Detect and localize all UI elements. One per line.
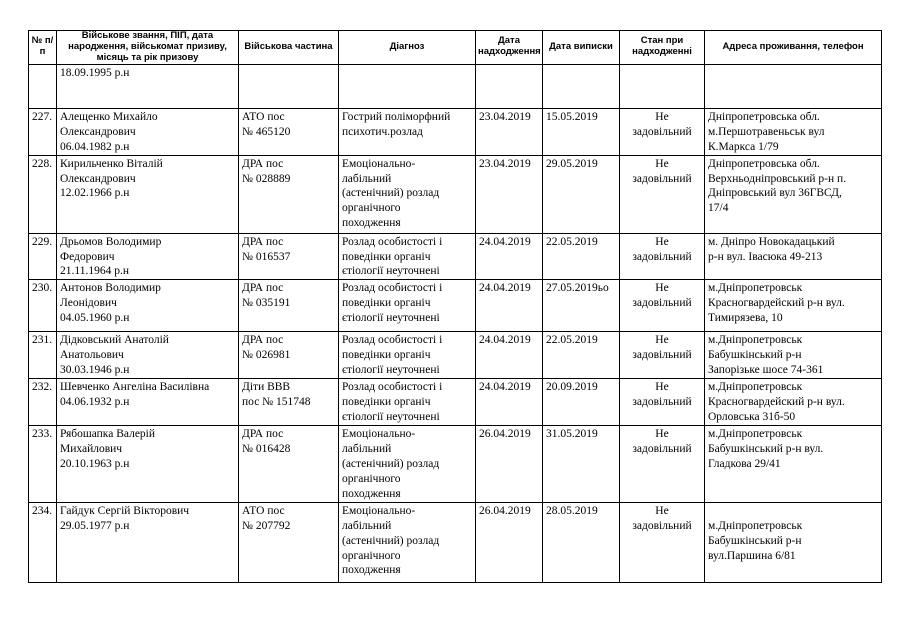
row-address: м.Дніпропетровськ Бабушкінський р-н Запорізьке шосе 74-361 [705,332,882,379]
row-person: Алещенко Михайло Олександрович 06.04.1982 р.н [57,108,239,155]
row-address: Дніпропетровська обл. м.Першотравеньськ вул К.Маркса 1/79 [705,108,882,155]
header-unit: Військова частина [239,31,339,65]
row-unit: АТО пос № 207792 [239,502,339,582]
row-status: Не задовільний [620,379,705,426]
table-row [29,502,882,582]
row-discharged-date: 15.05.2019 [543,108,620,155]
row-admitted-date: 24.04.2019 [476,332,543,379]
table-row [29,108,882,155]
row-discharged-date: 22.05.2019 [543,332,620,379]
row-address: м. Дніпро Новокадацький р-н вул. Івасюка 49-213 [705,233,882,280]
row-discharged-date: 27.05.2019ьо [543,280,620,332]
table-row [29,233,882,280]
row-person: Кирильченко Віталій Олександрович 12.02.1966 р.н [57,155,239,233]
row-unit: Діти ВВВ пос № 151748 [239,379,339,426]
row-unit: ДРА пос № 035191 [239,280,339,332]
row-status: Не задовільний [620,426,705,503]
header-address: Адреса проживання, телефон [705,31,882,65]
row-num: 233. [29,426,57,503]
row-diagnosis: Емоціонально- лабільний (астенічний) розлад органічного походження [339,155,476,233]
row-num: 229. [29,233,57,280]
row-admitted-date: 24.04.2019 [476,233,543,280]
table-row [29,155,882,233]
row-admitted-date: 23.04.2019 [476,155,543,233]
header-discharged: Дата виписки [543,31,620,65]
row-person: Гайдук Сергій Вікторович 29.05.1977 р.н [57,502,239,582]
row-person: Антонов Володимир Леонідович 04.05.1960 р.н [57,280,239,332]
row-admitted-date: 26.04.2019 [476,426,543,503]
carryover-person: 18.09.1995 р.н [57,64,239,108]
row-status: Не задовільний [620,108,705,155]
row-num: 232. [29,379,57,426]
row-admitted-date: 26.04.2019 [476,502,543,582]
row-address: Дніпропетровська обл. Верхньодніпровський р-н п. Дніпровський вул 36ГВСД, 17/4 [705,155,882,233]
header-diagnosis: Діагноз [339,31,476,65]
row-admitted-date: 24.04.2019 [476,280,543,332]
header-row [29,31,882,65]
row-address: м.Дніпропетровськ Бабушкінський р-н вул. Гладкова 29/41 [705,426,882,503]
row-address: м.Дніпропетровськ Бабушкінський р-н вул.Паршина 6/81 [705,502,882,582]
row-person: Дідковський Анатолій Анатольович 30.03.1946 р.н [57,332,239,379]
header-person: Військове звання, ПІП, дата народження, військомат призиву, місяць та рік призову [57,31,239,65]
row-unit: АТО пос № 465120 [239,108,339,155]
table-row [29,332,882,379]
carryover-num [29,64,57,108]
table-row [29,379,882,426]
row-status: Не задовільний [620,233,705,280]
row-diagnosis: Розлад особистості і поведінки органіч єтіології неуточнені [339,379,476,426]
row-admitted-date: 23.04.2019 [476,108,543,155]
header-status: Стан при надходженні [620,31,705,65]
row-discharged-date: 22.05.2019 [543,233,620,280]
row-status: Не задовільний [620,502,705,582]
row-unit: ДРА пос № 028889 [239,155,339,233]
row-person: Шевченко Ангеліна Василівна 04.06.1932 р.н [57,379,239,426]
row-diagnosis: Емоціонально- лабільний (астенічний) розлад органічного походження [339,502,476,582]
patient-registry-table [28,30,882,583]
row-address: м.Дніпропетровськ Красногвардейский р-н вул. Орловська 31б-50 [705,379,882,426]
row-admitted-date: 24.04.2019 [476,379,543,426]
row-status: Не задовільний [620,280,705,332]
row-discharged-date: 20.09.2019 [543,379,620,426]
row-unit: ДРА пос № 026981 [239,332,339,379]
row-person: Рябошапка Валерій Михайлович 20.10.1963 р.н [57,426,239,503]
table-row [29,280,882,332]
row-diagnosis: Розлад особистості і поведінки органіч єтіології неуточнені [339,332,476,379]
row-num: 230. [29,280,57,332]
row-person: Дрьомов Володимир Федорович 21.11.1964 р.н [57,233,239,280]
row-diagnosis: Гострий поліморфний психотич.розлад [339,108,476,155]
header-admitted: Дата надходження [476,31,543,65]
row-num: 227. [29,108,57,155]
table-row [29,426,882,503]
row-diagnosis: Розлад особистості і поведінки органіч єтіології неуточнені [339,233,476,280]
row-discharged-date: 31.05.2019 [543,426,620,503]
row-diagnosis: Розлад особистості і поведінки органіч єтіології неуточнені [339,280,476,332]
row-discharged-date: 29.05.2019 [543,155,620,233]
row-unit: ДРА пос № 016537 [239,233,339,280]
row-diagnosis: Емоціонально- лабільний (астенічний) розлад органічного походження [339,426,476,503]
row-unit: ДРА пос № 016428 [239,426,339,503]
header-num: № п/п [29,31,57,65]
row-num: 234. [29,502,57,582]
carryover-row [29,64,882,108]
row-num: 231. [29,332,57,379]
row-num: 228. [29,155,57,233]
row-address: м.Дніпропетровськ Красногвардейский р-н вул. Тимирязева, 10 [705,280,882,332]
row-status: Не задовільний [620,332,705,379]
row-discharged-date: 28.05.2019 [543,502,620,582]
row-status: Не задовільний [620,155,705,233]
